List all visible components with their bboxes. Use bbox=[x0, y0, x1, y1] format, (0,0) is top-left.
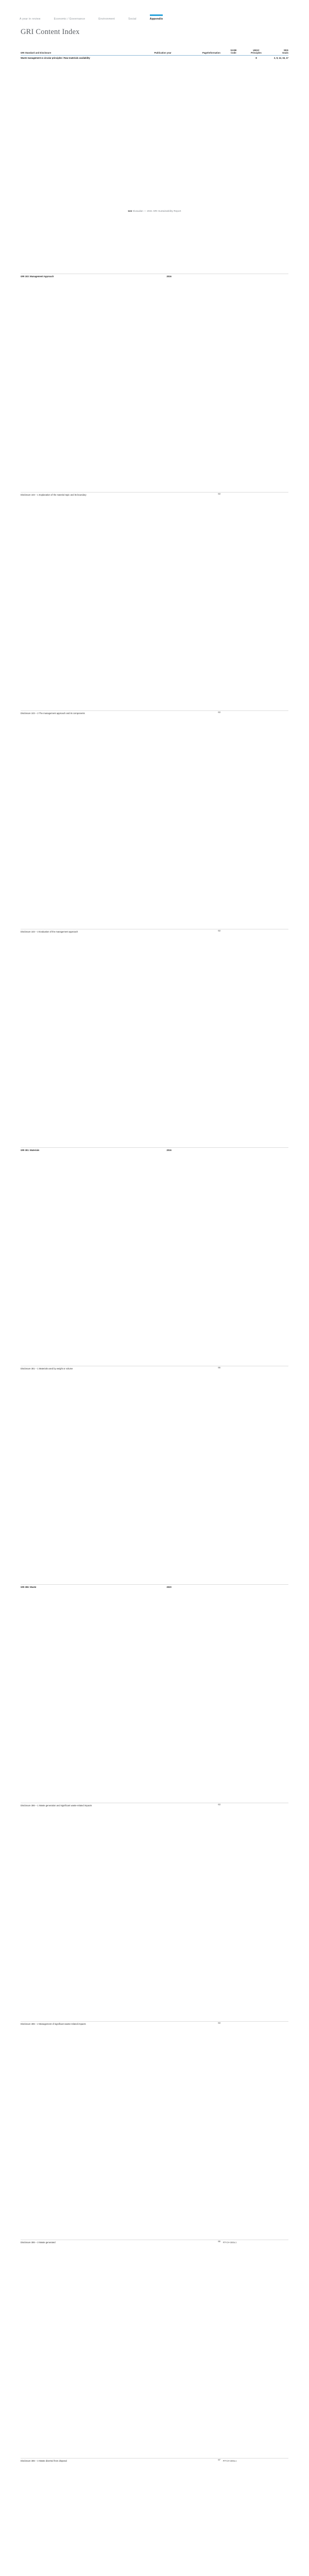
gri-content-index-table-wrapper bbox=[21, 49, 288, 2576]
table-group-row bbox=[21, 1148, 288, 1366]
cell-sasb-code: RT-CH-150a.1 bbox=[221, 2240, 246, 2459]
disclosure-text: Disclosure 306 – 4 Waste diverted from disposal bbox=[21, 2460, 67, 2463]
nav-item-environment[interactable] bbox=[98, 18, 115, 22]
table-row bbox=[21, 2459, 288, 2576]
table-group-row bbox=[21, 1585, 288, 1803]
cell-page-information: 63 bbox=[179, 2022, 221, 2240]
disclosure-text: GRI 306: Waste bbox=[21, 1586, 37, 1589]
disclosure-text: GRI 301: Materials bbox=[21, 1149, 40, 1152]
cell-ungc-principles bbox=[246, 2022, 267, 2240]
cell-ungc-principles bbox=[246, 2459, 267, 2576]
disclosure-text: Disclosure 103 – 2 The management approach and its components bbox=[21, 712, 85, 715]
nav-item-label: Environment bbox=[98, 18, 115, 21]
cell-ungc-principles bbox=[246, 1803, 267, 2022]
nav-item-label: Economic / Governance bbox=[54, 18, 85, 21]
sasb-label-line2: Code bbox=[231, 52, 236, 55]
cell-disclosure bbox=[21, 2459, 144, 2576]
cell-page-information bbox=[179, 274, 221, 493]
column-header-page-information: Page/Information bbox=[179, 49, 221, 56]
cell-sasb-code bbox=[221, 274, 246, 493]
nav-item-a-year-in-review[interactable] bbox=[20, 18, 41, 22]
cell-sasb-code: RT-CH-150a.1 bbox=[221, 2459, 246, 2576]
nav-item-label: Appendix bbox=[149, 18, 163, 21]
cell-ungc-principles bbox=[246, 1366, 267, 1585]
cell-disclosure bbox=[21, 1148, 144, 1366]
nav-item-economic-governance[interactable] bbox=[54, 18, 85, 22]
table-body bbox=[21, 56, 288, 2576]
cell-publication-year bbox=[144, 493, 179, 711]
cell-sasb-code bbox=[221, 493, 246, 711]
nav-item-appendix[interactable] bbox=[150, 18, 163, 22]
cell-sdg-goals: 2, 9, 12, 15, 17 bbox=[267, 56, 288, 274]
cell-disclosure bbox=[21, 1585, 144, 1803]
cell-page-information bbox=[179, 1148, 221, 1366]
column-header-sasb-code bbox=[221, 49, 246, 56]
table-row bbox=[21, 2240, 288, 2459]
cell-page-information: 63 bbox=[179, 1803, 221, 2022]
cell-disclosure bbox=[21, 2022, 144, 2240]
disclosure-text: Waste management & circular principles / Raw materials availability bbox=[21, 57, 90, 60]
cell-page-information bbox=[179, 1585, 221, 1803]
cell-sdg-goals bbox=[267, 711, 288, 929]
cell-sasb-code bbox=[221, 711, 246, 929]
top-navigation bbox=[0, 0, 309, 22]
ungc-label-line2: Principles bbox=[251, 52, 262, 55]
cell-ungc-principles bbox=[246, 1585, 267, 1803]
cell-publication-year bbox=[144, 2022, 179, 2240]
cell-sasb-code bbox=[221, 1148, 246, 1366]
cell-disclosure bbox=[21, 2240, 144, 2459]
cell-sasb-code bbox=[221, 1585, 246, 1803]
cell-page-information: 66 bbox=[179, 1366, 221, 1585]
ungc-label-line1: UNGC bbox=[253, 49, 260, 52]
cell-disclosure bbox=[21, 1803, 144, 2022]
cell-ungc-principles bbox=[246, 929, 267, 1148]
cell-sasb-code bbox=[221, 2022, 246, 2240]
table-row bbox=[21, 1366, 288, 1585]
cell-disclosure bbox=[21, 1366, 144, 1585]
cell-page-information: 67 bbox=[179, 2459, 221, 2576]
cell-page-information: 63 bbox=[179, 493, 221, 711]
cell-page-information: 63 bbox=[179, 929, 221, 1148]
sasb-label-line1: SASB bbox=[230, 49, 237, 52]
table-row bbox=[21, 493, 288, 711]
cell-publication-year bbox=[144, 929, 179, 1148]
table-row bbox=[21, 711, 288, 929]
cell-sdg-goals bbox=[267, 274, 288, 493]
table-group-row bbox=[21, 274, 288, 493]
cell-sdg-goals bbox=[267, 1585, 288, 1803]
page-title: GRI Content Index bbox=[21, 28, 80, 36]
table-row bbox=[21, 2022, 288, 2240]
cell-sasb-code bbox=[221, 1366, 246, 1585]
cell-ungc-principles bbox=[246, 493, 267, 711]
sdg-label-line1: SDG bbox=[283, 49, 288, 52]
cell-sdg-goals bbox=[267, 1803, 288, 2022]
disclosure-text: Disclosure 306 – 3 Waste generated bbox=[21, 2241, 56, 2244]
cell-publication-year: 2020 bbox=[144, 1585, 179, 1803]
cell-publication-year bbox=[144, 2240, 179, 2459]
cell-sdg-goals bbox=[267, 1148, 288, 1366]
cell-sasb-code bbox=[221, 56, 246, 274]
cell-ungc-principles bbox=[246, 2240, 267, 2459]
cell-publication-year bbox=[144, 711, 179, 929]
disclosure-text: Disclosure 103 – 3 Evaluation of the management approach bbox=[21, 930, 78, 934]
column-header-sdg-goals bbox=[267, 49, 288, 56]
cell-publication-year bbox=[144, 2459, 179, 2576]
footer-text: Givaudan — 2021 GRI Sustainability Report bbox=[132, 210, 181, 212]
column-header-ungc-principles bbox=[246, 49, 267, 56]
gri-content-index-table bbox=[21, 49, 288, 2576]
cell-sdg-goals bbox=[267, 2022, 288, 2240]
table-row bbox=[21, 929, 288, 1148]
cell-publication-year bbox=[144, 56, 179, 274]
cell-disclosure bbox=[21, 493, 144, 711]
cell-page-information: 63 bbox=[179, 711, 221, 929]
disclosure-text: Disclosure 301 – 1 Materials used by weight or volume bbox=[21, 1367, 73, 1370]
cell-page-information bbox=[179, 56, 221, 274]
cell-ungc-principles bbox=[246, 1148, 267, 1366]
disclosure-text: Disclosure 306 – 2 Management of significant waste-related impacts bbox=[21, 2023, 86, 2026]
table-row bbox=[21, 1803, 288, 2022]
cell-sdg-goals bbox=[267, 493, 288, 711]
active-nav-underline bbox=[150, 14, 163, 16]
cell-sdg-goals bbox=[267, 929, 288, 1148]
cell-disclosure bbox=[21, 711, 144, 929]
column-header-disclosure: GRI Standard and Disclosure bbox=[21, 49, 144, 56]
nav-item-label: A year in review bbox=[20, 18, 41, 21]
footer-page-number: 124 bbox=[128, 210, 132, 212]
column-header-publication-year: Publication year bbox=[144, 49, 179, 56]
disclosure-text: Disclosure 103 – 1 Explanation of the material topic and its boundary bbox=[21, 494, 87, 497]
cell-sasb-code bbox=[221, 1803, 246, 2022]
page-footer bbox=[0, 210, 309, 212]
cell-sdg-goals bbox=[267, 1366, 288, 1585]
cell-disclosure bbox=[21, 929, 144, 1148]
table-section-row bbox=[21, 56, 288, 274]
cell-publication-year bbox=[144, 1366, 179, 1585]
cell-publication-year: 2016 bbox=[144, 274, 179, 493]
cell-disclosure bbox=[21, 274, 144, 493]
table-header bbox=[21, 49, 288, 56]
cell-sdg-goals bbox=[267, 2459, 288, 2576]
sdg-label-line2: Goals bbox=[282, 52, 288, 55]
cell-disclosure bbox=[21, 56, 144, 274]
cell-sdg-goals bbox=[267, 2240, 288, 2459]
cell-publication-year: 2016 bbox=[144, 1148, 179, 1366]
cell-ungc-principles bbox=[246, 274, 267, 493]
cell-publication-year bbox=[144, 1803, 179, 2022]
cell-ungc-principles: 8 bbox=[246, 56, 267, 274]
table-header-row bbox=[21, 49, 288, 56]
cell-ungc-principles bbox=[246, 711, 267, 929]
cell-page-information: 66 bbox=[179, 2240, 221, 2459]
nav-item-label: Social bbox=[128, 18, 136, 21]
disclosure-text: GRI 103: Management Approach bbox=[21, 275, 54, 278]
nav-item-social[interactable] bbox=[128, 18, 136, 22]
cell-sasb-code bbox=[221, 929, 246, 1148]
disclosure-text: Disclosure 306 – 1 Waste generation and significant waste-related impacts bbox=[21, 1804, 92, 1807]
